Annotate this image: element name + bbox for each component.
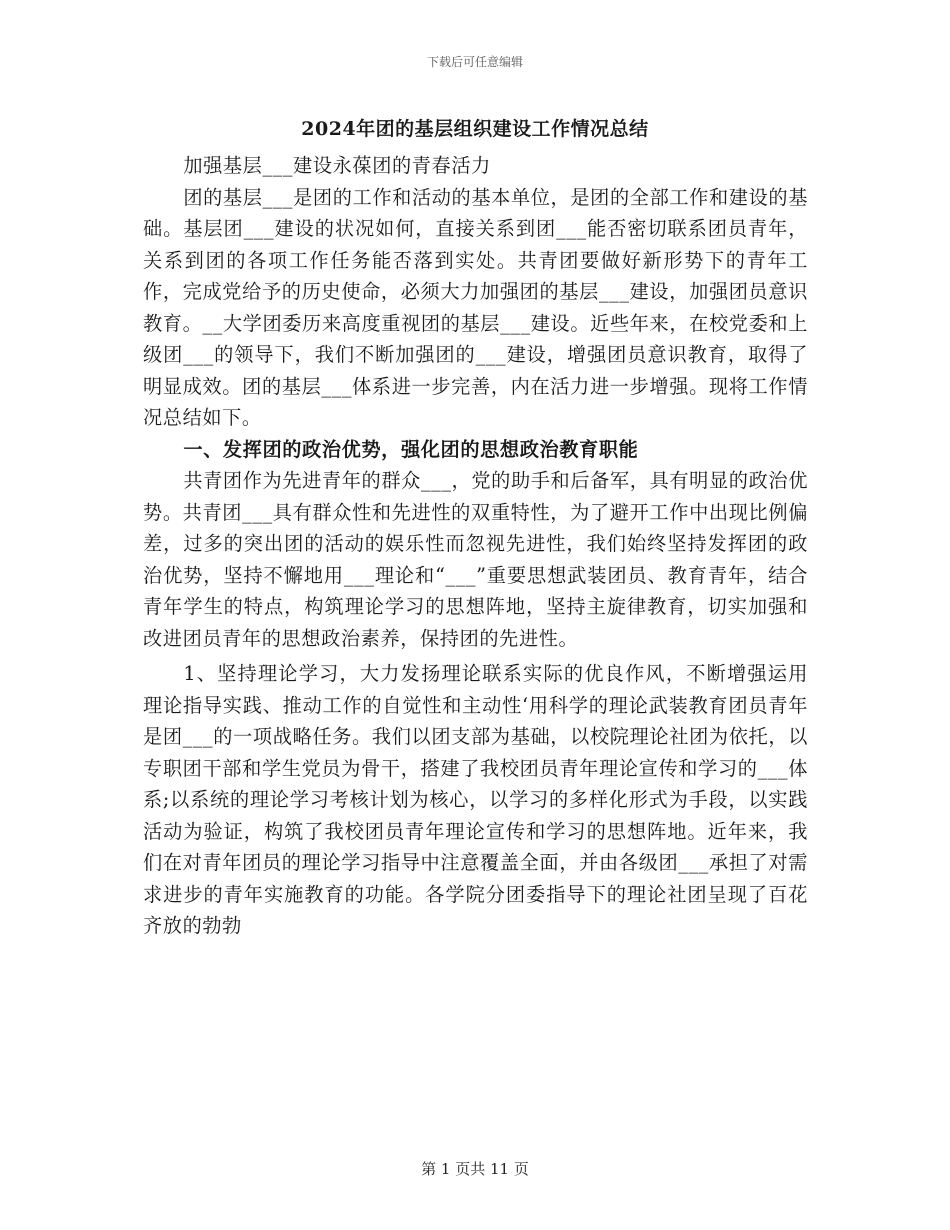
page-header-note: 下载后可任意编辑 [426, 55, 523, 69]
item-1-paragraph: 1、坚持理论学习，大力发扬理论联系实际的优良作风，不断增强运用理论指导实践、推动工作的自觉性和主动性‘用科学的理论武装教育团员青年是团___的一项战略任务。我们以团支部为基础，以校院理论社团为依托，以专职团干部和学生党员为骨干，搭建了我校团员青年理论宣传和学习的___体系;以系统的理论学习考核计划为核心，以学习的多样化形式为手段，以实践活动为验证，构筑了我校团员青年理论宣传和学习的思想阵地。近年来，我们在对青年团员的理论学习指导中注意覆盖全面，并由各级团___承担了对需求进步的青年实施教育的功能。各学院分团委指导下的理论社团呈现了百花齐放的勃勃 [143, 662, 808, 937]
section-1-paragraph: 共青团作为先进青年的群众___，党的助手和后备军，具有明显的政治优势。共青团___具有群众性和先进性的双重特性，为了避开工作中出现比例偏差，过多的突出团的活动的娱乐性而忽视先进性，我们始终坚持发挥团的政治优势，坚持不懈地用___理论和“___”重要思想武装团员、教育青年，结合青年学生的特点，构筑理论学习的思想阵地，坚持主旋律教育，切实加强和改进团员青年的思想政治素养，保持团的先进性。 [143, 469, 808, 650]
page-number: 第 1 页共 11 页 [421, 1160, 529, 1178]
document-subtitle: 加强基层___建设永葆团的青春活力 [183, 154, 491, 177]
document-body [143, 150, 808, 942]
document-title: 2024年团的基层组织建设工作情况总结 [301, 118, 649, 140]
section-1-heading: 一、发挥团的政治优势，强化团的思想政治教育职能 [183, 437, 639, 461]
intro-paragraph: 团的基层___是团的工作和活动的基本单位，是团的全部工作和建设的基础。基层团___建设的状况如何，直接关系到团___能否密切联系团员青年，关系到团的各项工作任务能否落到实处。共青团要做好新形势下的青年工作，完成党给予的历史使命，必须大力加强团的基层___建设，加强团员意识教育。__大学团委历来高度重视团的基层___建设。近些年来，在校党委和上级团___的领导下，我们不断加强团的___建设，增强团员意识教育，取得了明显成效。团的基层___体系进一步完善，内在活力进一步增强。现将工作情况总结如下。 [143, 185, 808, 429]
